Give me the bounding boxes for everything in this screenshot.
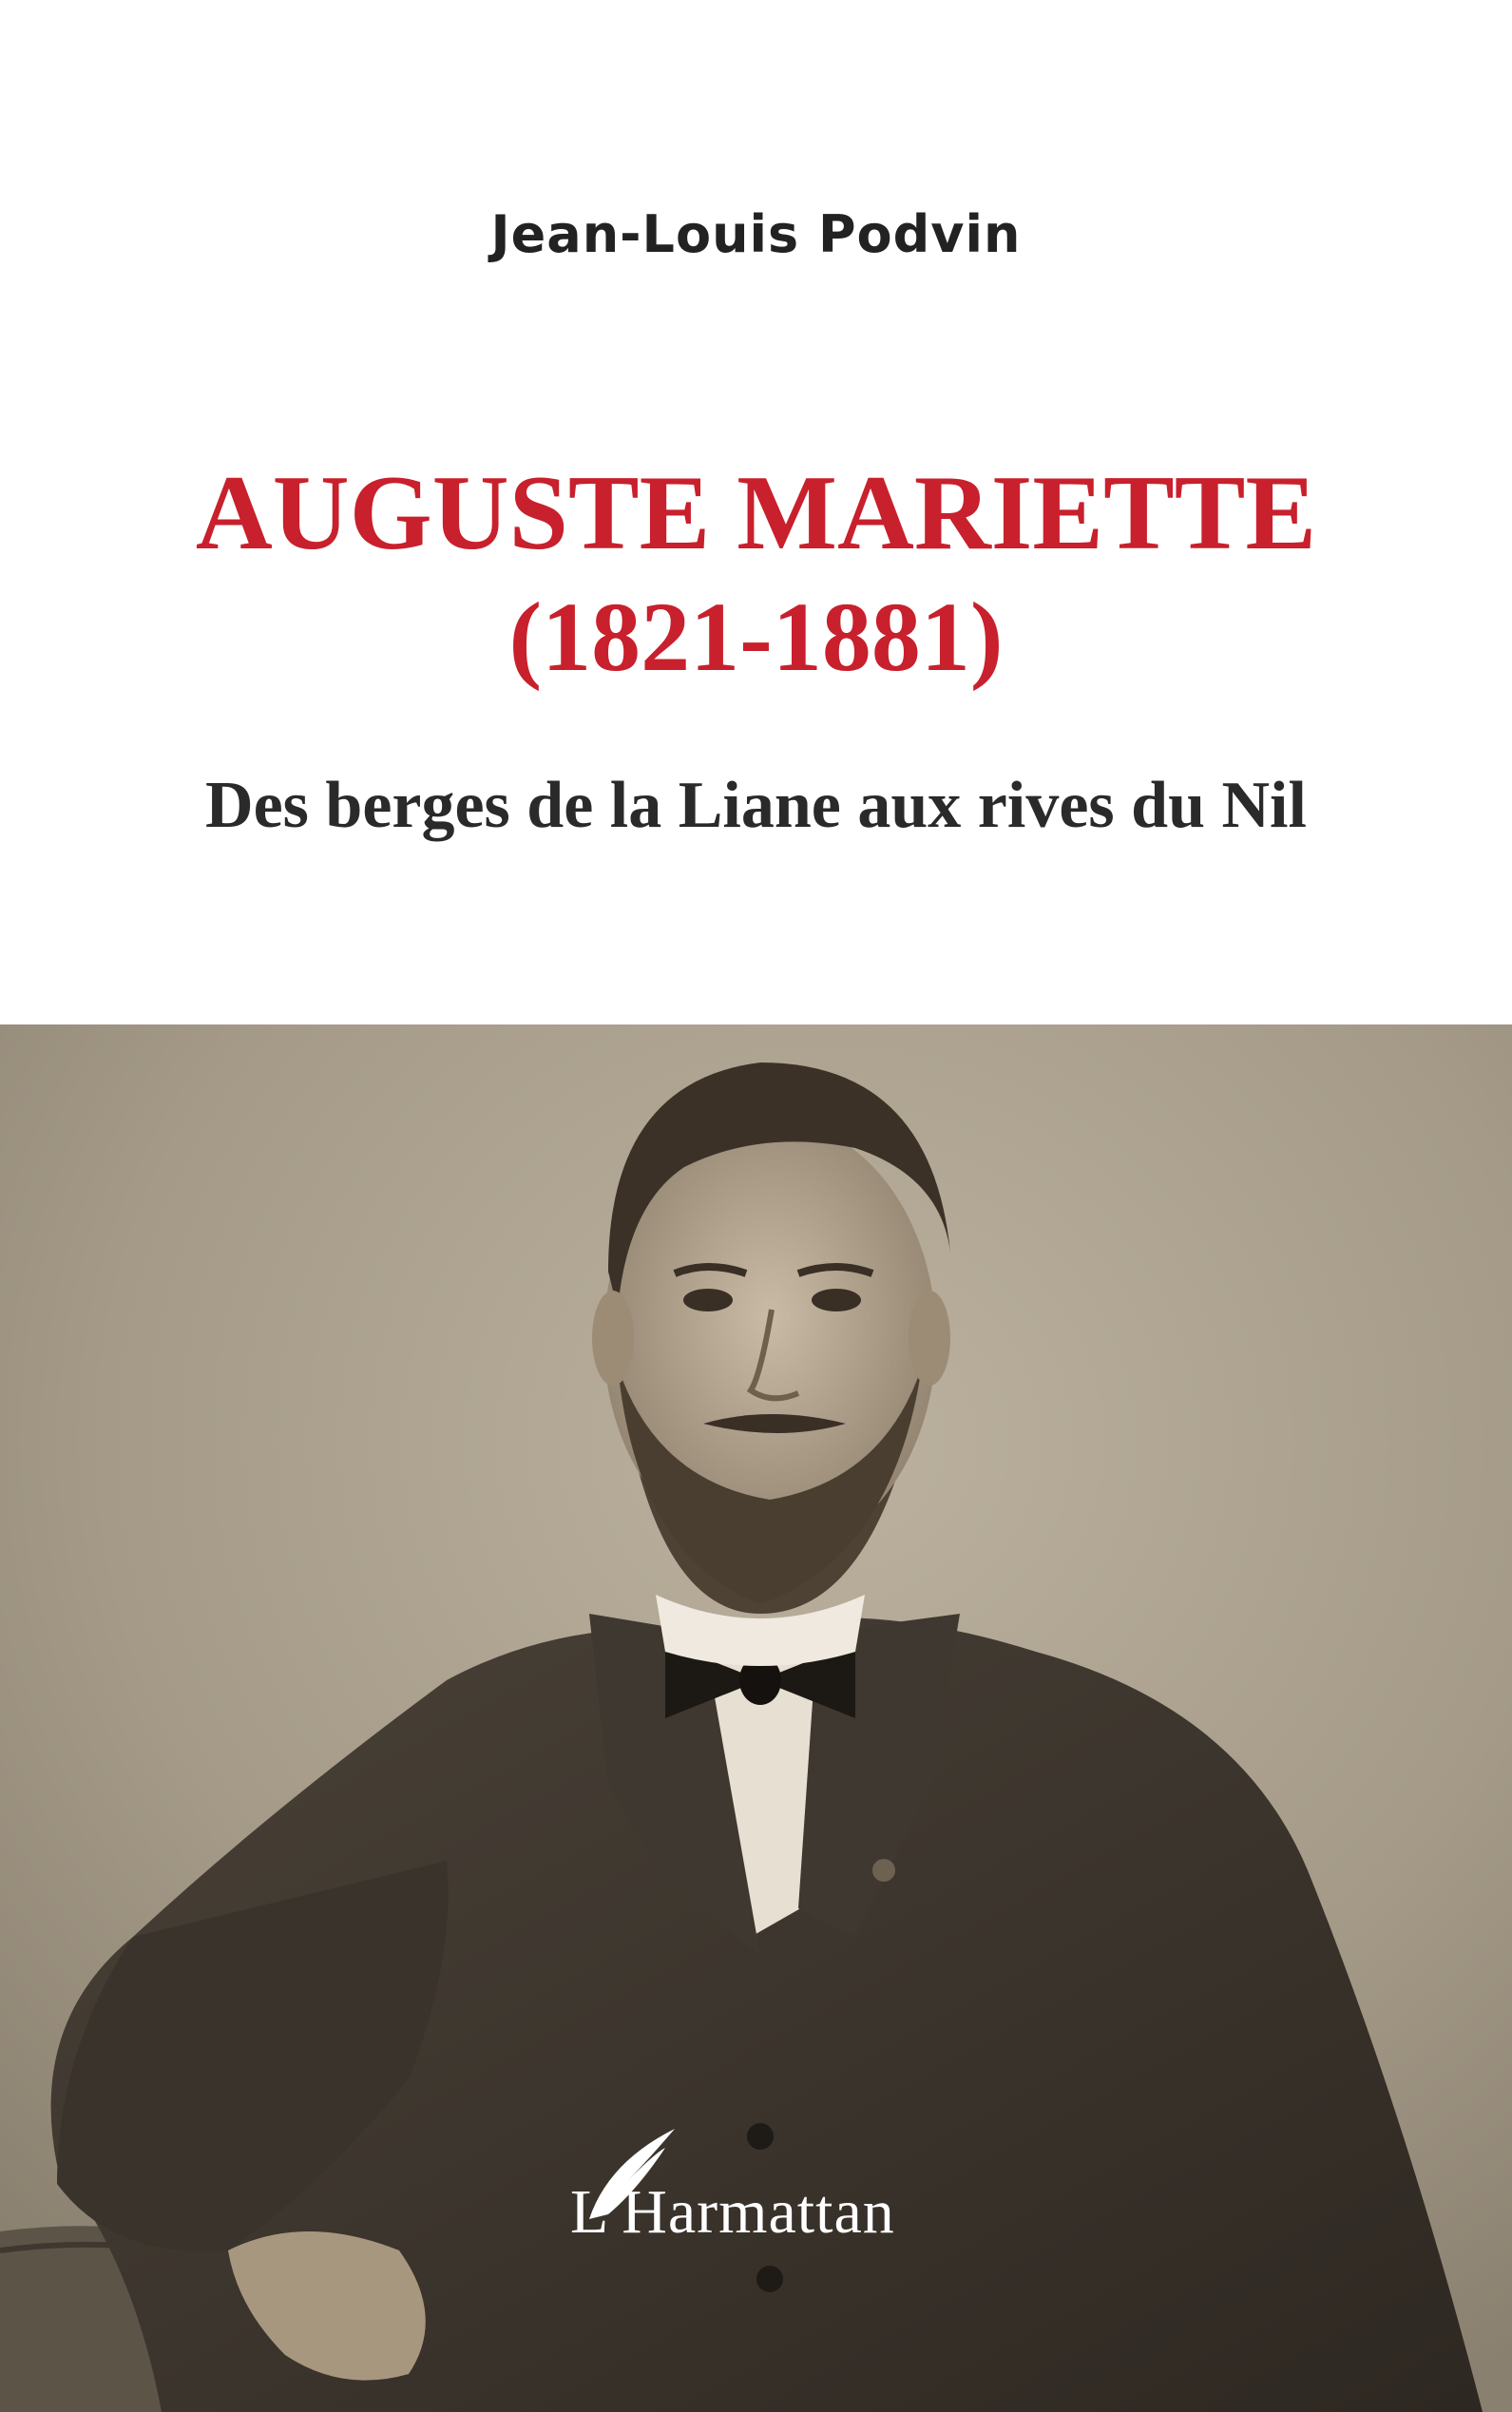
book-title-dates: (1821-1881) bbox=[508, 583, 1004, 692]
book-title: AUGUSTE MARIETTE bbox=[195, 454, 1317, 572]
publisher-logo bbox=[570, 2124, 969, 2267]
portrait-photo bbox=[0, 1024, 1512, 2412]
book-subtitle: Des berges de la Liane aux rives du Nil bbox=[205, 769, 1307, 842]
publisher-name: L'Harmattan bbox=[570, 2177, 895, 2247]
author-name: Jean-Louis Podvin bbox=[490, 204, 1022, 264]
